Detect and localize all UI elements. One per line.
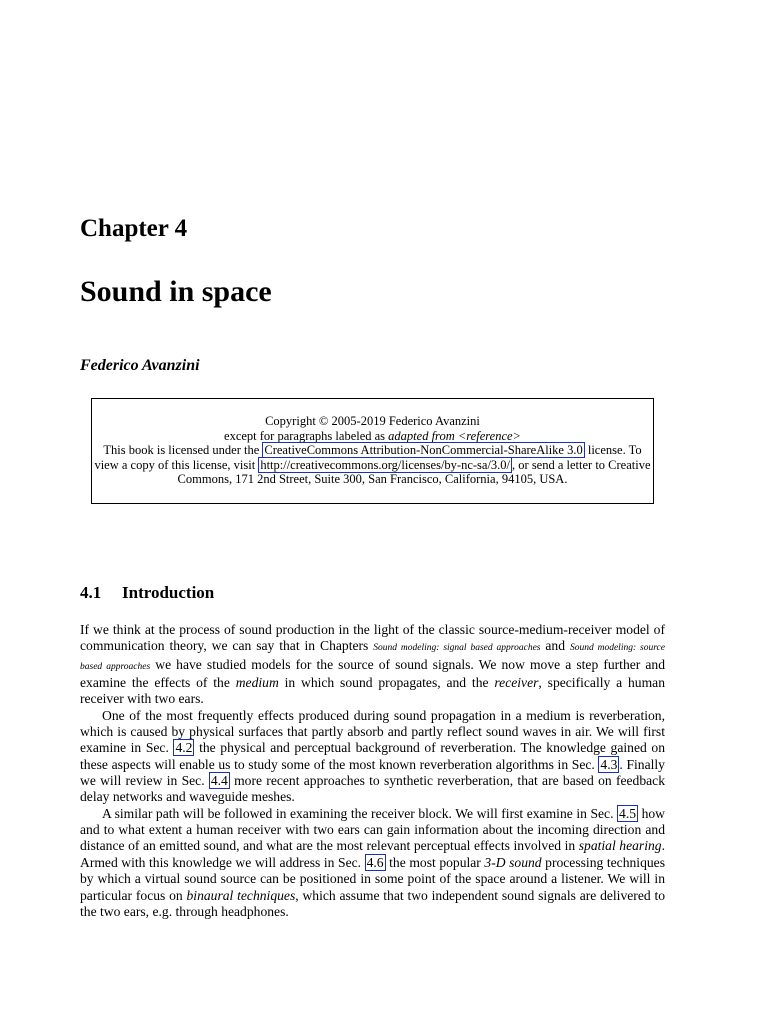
chapter-reference-link[interactable]: Sound modeling: signal based approaches — [373, 643, 541, 654]
text-run: more recent approaches to synthetic reverberation, that are based on feedback delay networks and waveguide meshes. — [80, 773, 666, 805]
emphasis: medium — [235, 675, 279, 691]
license-suffix: , or send a letter to Creative Commons, 171 2nd Street, Suite 300, San Francisco, California, 94105, USA. — [177, 457, 651, 487]
text-run: , which assume that two independent sound signals are delivered to the two ears, e.g. through headphones. — [80, 887, 666, 919]
license-text — [92, 443, 653, 487]
chapter-label: Chapter 4 — [80, 215, 188, 242]
text-run: . Armed with this knowledge we will address in Sec. — [80, 838, 665, 870]
section-reference-link[interactable]: 4.3 — [600, 756, 618, 772]
text-run: processing techniques by which a virtual sound source can be positioned in some point of the space around a listener. We will in particular focus on — [80, 854, 665, 903]
emphasis: binaural techniques — [186, 887, 296, 903]
license-url-link[interactable]: http://creativecommons.org/licenses/by-nc-sa/3.0/ — [260, 457, 511, 472]
section-title: Introduction — [122, 583, 215, 602]
section-reference-link[interactable]: 4.2 — [175, 740, 193, 756]
license-mid: license. To view a copy of this license, visit — [94, 443, 642, 472]
text-run: One of the most frequently effects produced during sound propagation in a medium is reverberation, which is caused by physical surfaces that partly absorb and partly reflect sound waves in air. We will first examine in Sec. — [80, 707, 665, 756]
text-run: and — [540, 638, 570, 654]
section-reference-link[interactable]: 4.4 — [210, 773, 228, 789]
section-body — [80, 622, 665, 920]
adapted-reference: adapted from <reference> — [388, 428, 521, 443]
emphasis: 3-D sound — [484, 854, 542, 870]
emphasis: receiver — [494, 675, 539, 691]
copyright-box — [91, 398, 654, 504]
text-run: how and to what extent a human receiver with two ears can gain information about the incoming direction and distance of an emitted sound, and what are the most relevant perceptual effects involved in — [80, 805, 665, 854]
section-reference-link[interactable]: 4.6 — [366, 854, 384, 870]
emphasis: spatial hearing — [578, 838, 662, 854]
text-run: the physical and perceptual background of reverberation. The knowledge gained on these aspects will enable us to study some of the most known reverberation algorithms in Sec. — [80, 740, 665, 772]
section-reference-link[interactable]: 4.5 — [619, 805, 637, 821]
text-run: the most popular — [385, 854, 485, 870]
text-run: . Finally we will review in Sec. — [80, 756, 665, 789]
text-run: A similar path will be followed in examining the receiver block. We will first examine in Sec. — [102, 805, 618, 821]
paragraph-1 — [80, 622, 665, 708]
section-heading — [80, 582, 214, 604]
text-run: we have studied models for the source of sound signals. We now move a step further and examine the effects of the — [80, 656, 665, 691]
license-prefix: This book is licensed under the — [103, 443, 263, 458]
section-number: 4.1 — [80, 583, 102, 602]
text-run: , specifically a human receiver with two ears. — [80, 675, 665, 707]
license-link[interactable]: CreativeCommons Attribution-NonCommercial-ShareAlike 3.0 — [264, 443, 583, 458]
chapter-title: Sound in space — [80, 275, 272, 308]
chapter-reference-link[interactable]: Sound modeling: source based approaches — [80, 643, 665, 672]
adapted-from-line — [92, 429, 653, 444]
text-run: If we think at the process of sound production in the light of the classic source-medium-receiver model of communication theory, we can say that in Chapters — [80, 622, 665, 654]
copyright-line: Copyright © 2005-2019 Federico Avanzini — [265, 414, 480, 428]
author-name: Federico Avanzini — [80, 357, 200, 374]
paragraph-2 — [80, 708, 665, 806]
paragraph-3 — [80, 806, 665, 920]
adapted-prefix: except for paragraphs labeled as — [224, 428, 389, 443]
text-run: in which sound propagates, and the — [278, 675, 495, 691]
